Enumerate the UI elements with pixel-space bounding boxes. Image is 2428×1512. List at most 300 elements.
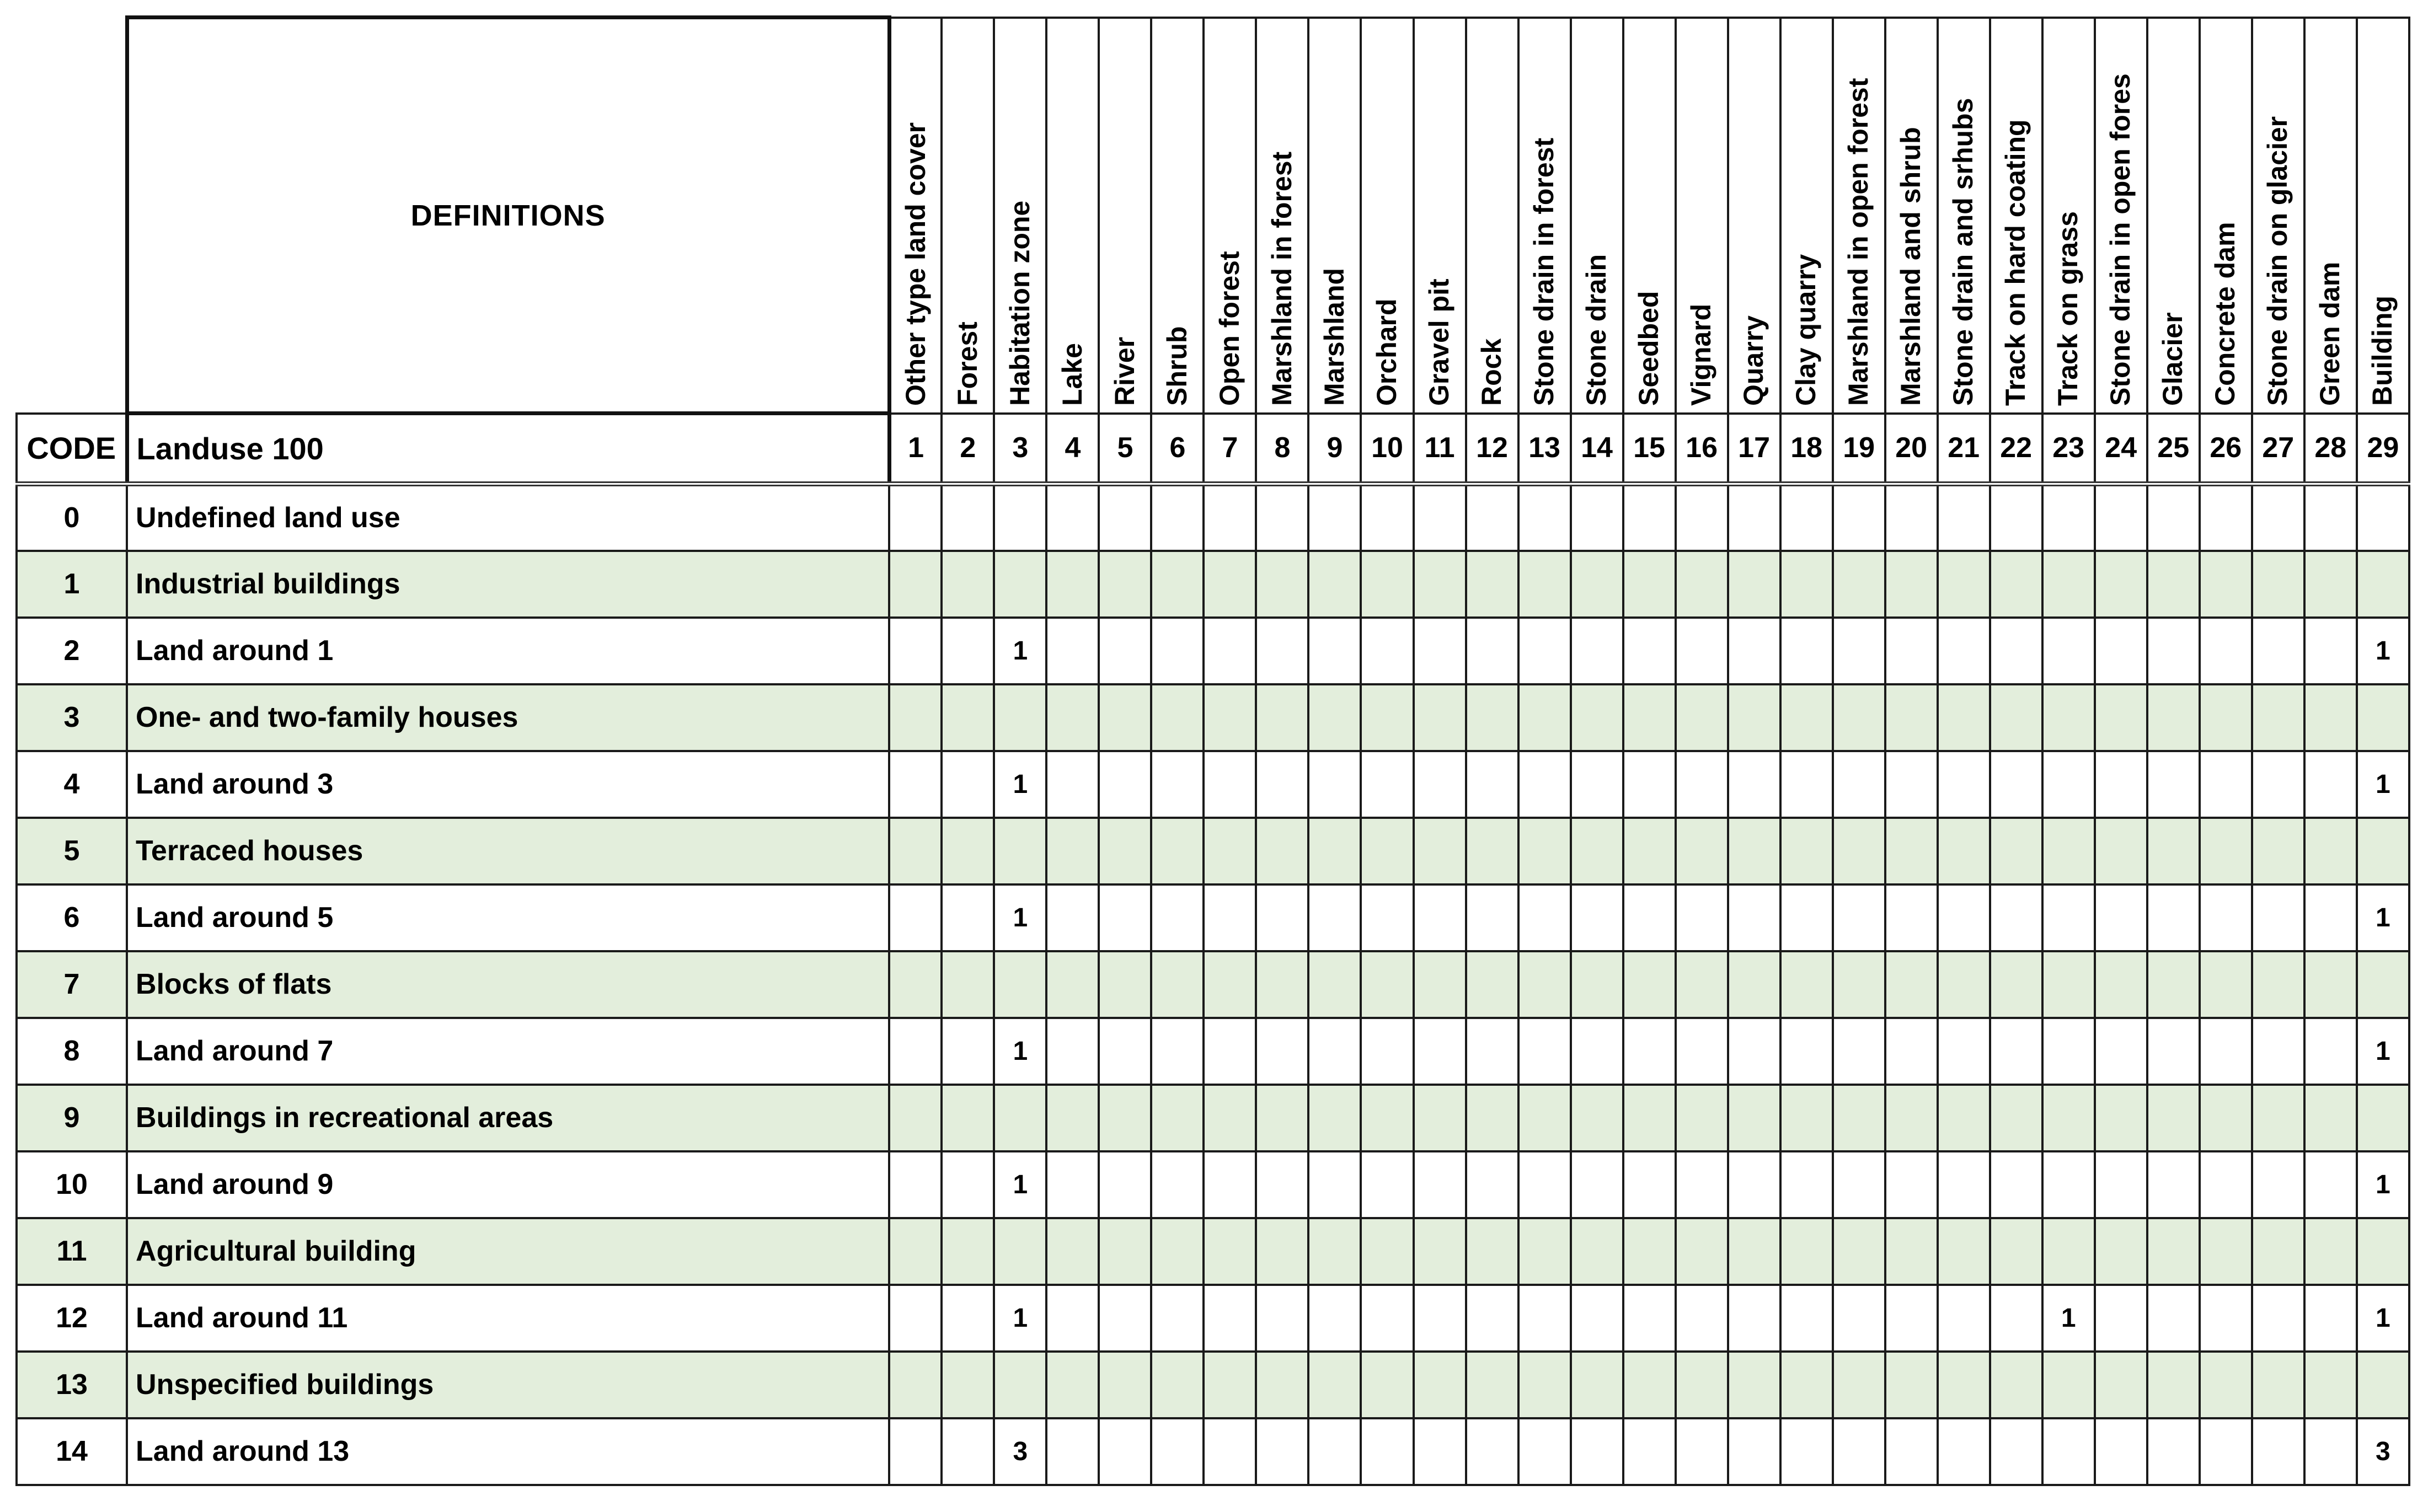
cell-11[interactable]: [1414, 751, 1466, 818]
cell-25[interactable]: [2147, 684, 2200, 751]
cell-26[interactable]: [2200, 551, 2252, 618]
cell-23[interactable]: [2042, 1018, 2095, 1085]
cell-24[interactable]: [2095, 618, 2147, 684]
cell-2[interactable]: [942, 1085, 994, 1151]
cell-20[interactable]: [1885, 1018, 1938, 1085]
cell-28[interactable]: [2304, 484, 2357, 551]
cell-10[interactable]: [1361, 818, 1413, 884]
cell-28[interactable]: [2304, 751, 2357, 818]
cell-14[interactable]: [1571, 751, 1623, 818]
cell-10[interactable]: [1361, 1285, 1413, 1352]
cell-2[interactable]: [942, 1418, 994, 1485]
cell-6[interactable]: [1151, 551, 1204, 618]
cell-19[interactable]: [1833, 551, 1885, 618]
cell-22[interactable]: [1990, 1018, 2042, 1085]
cell-15[interactable]: [1623, 684, 1676, 751]
cell-24[interactable]: [2095, 1352, 2147, 1418]
cell-1[interactable]: [889, 1285, 942, 1352]
cell-10[interactable]: [1361, 1085, 1413, 1151]
cell-11[interactable]: [1414, 484, 1466, 551]
cell-15[interactable]: [1623, 751, 1676, 818]
cell-20[interactable]: [1885, 1285, 1938, 1352]
cell-5[interactable]: [1099, 1151, 1151, 1218]
cell-14[interactable]: [1571, 1218, 1623, 1285]
cell-5[interactable]: [1099, 1285, 1151, 1352]
cell-5[interactable]: [1099, 1352, 1151, 1418]
cell-16[interactable]: [1676, 484, 1728, 551]
cell-10[interactable]: [1361, 684, 1413, 751]
cell-16[interactable]: [1676, 1218, 1728, 1285]
cell-22[interactable]: [1990, 1285, 2042, 1352]
cell-21[interactable]: [1938, 1285, 1990, 1352]
cell-6[interactable]: [1151, 618, 1204, 684]
cell-17[interactable]: [1728, 951, 1780, 1018]
cell-25[interactable]: [2147, 1085, 2200, 1151]
cell-12[interactable]: [1466, 1352, 1518, 1418]
cell-4[interactable]: [1046, 751, 1099, 818]
cell-26[interactable]: [2200, 818, 2252, 884]
cell-24[interactable]: [2095, 1218, 2147, 1285]
cell-23[interactable]: [2042, 818, 2095, 884]
cell-25[interactable]: [2147, 618, 2200, 684]
cell-8[interactable]: [1256, 618, 1308, 684]
cell-21[interactable]: [1938, 1218, 1990, 1285]
cell-28[interactable]: [2304, 1285, 2357, 1352]
cell-1[interactable]: [889, 684, 942, 751]
cell-26[interactable]: [2200, 1151, 2252, 1218]
cell-4[interactable]: [1046, 884, 1099, 951]
cell-18[interactable]: [1780, 684, 1833, 751]
cell-22[interactable]: [1990, 684, 2042, 751]
cell-5[interactable]: [1099, 1085, 1151, 1151]
cell-6[interactable]: [1151, 818, 1204, 884]
cell-1[interactable]: [889, 1218, 942, 1285]
cell-22[interactable]: [1990, 951, 2042, 1018]
cell-28[interactable]: [2304, 1418, 2357, 1485]
cell-16[interactable]: [1676, 751, 1728, 818]
cell-9[interactable]: [1308, 951, 1361, 1018]
cell-12[interactable]: [1466, 1285, 1518, 1352]
cell-26[interactable]: [2200, 1285, 2252, 1352]
cell-21[interactable]: [1938, 1018, 1990, 1085]
cell-26[interactable]: [2200, 884, 2252, 951]
cell-19[interactable]: [1833, 1418, 1885, 1485]
cell-27[interactable]: [2252, 551, 2304, 618]
cell-4[interactable]: [1046, 1352, 1099, 1418]
cell-19[interactable]: [1833, 1018, 1885, 1085]
cell-25[interactable]: [2147, 484, 2200, 551]
cell-4[interactable]: [1046, 551, 1099, 618]
cell-14[interactable]: [1571, 1085, 1623, 1151]
cell-17[interactable]: [1728, 818, 1780, 884]
cell-17[interactable]: [1728, 684, 1780, 751]
cell-16[interactable]: [1676, 1018, 1728, 1085]
cell-9[interactable]: [1308, 1085, 1361, 1151]
cell-4[interactable]: [1046, 1018, 1099, 1085]
cell-29[interactable]: 1: [2357, 884, 2409, 951]
cell-17[interactable]: [1728, 1285, 1780, 1352]
cell-14[interactable]: [1571, 551, 1623, 618]
cell-16[interactable]: [1676, 818, 1728, 884]
cell-9[interactable]: [1308, 1218, 1361, 1285]
cell-8[interactable]: [1256, 751, 1308, 818]
cell-19[interactable]: [1833, 1352, 1885, 1418]
cell-27[interactable]: [2252, 884, 2304, 951]
cell-19[interactable]: [1833, 1085, 1885, 1151]
cell-23[interactable]: [2042, 1085, 2095, 1151]
cell-4[interactable]: [1046, 618, 1099, 684]
cell-15[interactable]: [1623, 1018, 1676, 1085]
cell-15[interactable]: [1623, 1352, 1676, 1418]
cell-18[interactable]: [1780, 1352, 1833, 1418]
cell-27[interactable]: [2252, 1285, 2304, 1352]
cell-13[interactable]: [1518, 618, 1571, 684]
cell-23[interactable]: [2042, 551, 2095, 618]
cell-6[interactable]: [1151, 1151, 1204, 1218]
cell-7[interactable]: [1204, 1018, 1256, 1085]
cell-26[interactable]: [2200, 1352, 2252, 1418]
cell-20[interactable]: [1885, 884, 1938, 951]
cell-16[interactable]: [1676, 1418, 1728, 1485]
cell-19[interactable]: [1833, 951, 1885, 1018]
cell-24[interactable]: [2095, 884, 2147, 951]
cell-1[interactable]: [889, 1018, 942, 1085]
cell-24[interactable]: [2095, 1085, 2147, 1151]
cell-20[interactable]: [1885, 1085, 1938, 1151]
cell-27[interactable]: [2252, 818, 2304, 884]
cell-8[interactable]: [1256, 818, 1308, 884]
cell-24[interactable]: [2095, 1151, 2147, 1218]
cell-8[interactable]: [1256, 1085, 1308, 1151]
cell-7[interactable]: [1204, 618, 1256, 684]
cell-12[interactable]: [1466, 551, 1518, 618]
cell-18[interactable]: [1780, 551, 1833, 618]
cell-3[interactable]: [994, 818, 1046, 884]
cell-7[interactable]: [1204, 1151, 1256, 1218]
cell-13[interactable]: [1518, 1018, 1571, 1085]
cell-26[interactable]: [2200, 1085, 2252, 1151]
cell-18[interactable]: [1780, 1085, 1833, 1151]
cell-13[interactable]: [1518, 951, 1571, 1018]
cell-21[interactable]: [1938, 1352, 1990, 1418]
cell-11[interactable]: [1414, 884, 1466, 951]
cell-5[interactable]: [1099, 551, 1151, 618]
cell-20[interactable]: [1885, 1218, 1938, 1285]
cell-5[interactable]: [1099, 484, 1151, 551]
cell-25[interactable]: [2147, 1018, 2200, 1085]
cell-2[interactable]: [942, 884, 994, 951]
cell-2[interactable]: [942, 484, 994, 551]
cell-3[interactable]: [994, 684, 1046, 751]
cell-24[interactable]: [2095, 484, 2147, 551]
cell-11[interactable]: [1414, 1218, 1466, 1285]
cell-23[interactable]: [2042, 751, 2095, 818]
cell-13[interactable]: [1518, 884, 1571, 951]
cell-2[interactable]: [942, 1352, 994, 1418]
cell-8[interactable]: [1256, 951, 1308, 1018]
cell-21[interactable]: [1938, 1151, 1990, 1218]
cell-27[interactable]: [2252, 951, 2304, 1018]
cell-16[interactable]: [1676, 1352, 1728, 1418]
cell-3[interactable]: 1: [994, 751, 1046, 818]
cell-15[interactable]: [1623, 551, 1676, 618]
cell-2[interactable]: [942, 818, 994, 884]
cell-22[interactable]: [1990, 1151, 2042, 1218]
cell-15[interactable]: [1623, 618, 1676, 684]
cell-29[interactable]: 1: [2357, 1285, 2409, 1352]
cell-13[interactable]: [1518, 818, 1571, 884]
cell-25[interactable]: [2147, 1352, 2200, 1418]
cell-25[interactable]: [2147, 1285, 2200, 1352]
cell-12[interactable]: [1466, 1018, 1518, 1085]
cell-14[interactable]: [1571, 951, 1623, 1018]
cell-27[interactable]: [2252, 1018, 2304, 1085]
cell-16[interactable]: [1676, 951, 1728, 1018]
cell-10[interactable]: [1361, 1418, 1413, 1485]
cell-17[interactable]: [1728, 1418, 1780, 1485]
cell-3[interactable]: [994, 951, 1046, 1018]
cell-14[interactable]: [1571, 1151, 1623, 1218]
cell-29[interactable]: [2357, 551, 2409, 618]
cell-5[interactable]: [1099, 1018, 1151, 1085]
cell-15[interactable]: [1623, 1418, 1676, 1485]
cell-22[interactable]: [1990, 1085, 2042, 1151]
cell-2[interactable]: [942, 951, 994, 1018]
cell-8[interactable]: [1256, 1285, 1308, 1352]
cell-10[interactable]: [1361, 951, 1413, 1018]
cell-29[interactable]: [2357, 1085, 2409, 1151]
cell-15[interactable]: [1623, 1085, 1676, 1151]
cell-12[interactable]: [1466, 1418, 1518, 1485]
cell-14[interactable]: [1571, 1418, 1623, 1485]
cell-18[interactable]: [1780, 884, 1833, 951]
cell-9[interactable]: [1308, 484, 1361, 551]
cell-4[interactable]: [1046, 951, 1099, 1018]
cell-18[interactable]: [1780, 1151, 1833, 1218]
cell-22[interactable]: [1990, 484, 2042, 551]
cell-8[interactable]: [1256, 684, 1308, 751]
cell-21[interactable]: [1938, 484, 1990, 551]
cell-3[interactable]: 1: [994, 884, 1046, 951]
cell-11[interactable]: [1414, 1018, 1466, 1085]
cell-1[interactable]: [889, 1151, 942, 1218]
cell-20[interactable]: [1885, 818, 1938, 884]
cell-25[interactable]: [2147, 1218, 2200, 1285]
cell-26[interactable]: [2200, 484, 2252, 551]
cell-1[interactable]: [889, 1085, 942, 1151]
cell-23[interactable]: [2042, 618, 2095, 684]
cell-21[interactable]: [1938, 751, 1990, 818]
cell-22[interactable]: [1990, 1352, 2042, 1418]
cell-5[interactable]: [1099, 751, 1151, 818]
cell-10[interactable]: [1361, 1018, 1413, 1085]
cell-1[interactable]: [889, 1418, 942, 1485]
cell-7[interactable]: [1204, 1418, 1256, 1485]
cell-16[interactable]: [1676, 1151, 1728, 1218]
cell-22[interactable]: [1990, 1418, 2042, 1485]
cell-29[interactable]: 1: [2357, 1151, 2409, 1218]
cell-3[interactable]: 1: [994, 618, 1046, 684]
cell-3[interactable]: 3: [994, 1418, 1046, 1485]
cell-1[interactable]: [889, 951, 942, 1018]
cell-21[interactable]: [1938, 618, 1990, 684]
cell-18[interactable]: [1780, 951, 1833, 1018]
cell-5[interactable]: [1099, 1218, 1151, 1285]
cell-2[interactable]: [942, 1151, 994, 1218]
cell-10[interactable]: [1361, 884, 1413, 951]
cell-9[interactable]: [1308, 684, 1361, 751]
cell-22[interactable]: [1990, 884, 2042, 951]
cell-17[interactable]: [1728, 1151, 1780, 1218]
cell-18[interactable]: [1780, 1285, 1833, 1352]
cell-18[interactable]: [1780, 484, 1833, 551]
cell-13[interactable]: [1518, 1085, 1571, 1151]
cell-18[interactable]: [1780, 1418, 1833, 1485]
cell-24[interactable]: [2095, 551, 2147, 618]
cell-10[interactable]: [1361, 1218, 1413, 1285]
cell-23[interactable]: 1: [2042, 1285, 2095, 1352]
cell-4[interactable]: [1046, 818, 1099, 884]
cell-16[interactable]: [1676, 1285, 1728, 1352]
cell-24[interactable]: [2095, 951, 2147, 1018]
cell-29[interactable]: 3: [2357, 1418, 2409, 1485]
cell-6[interactable]: [1151, 1218, 1204, 1285]
cell-27[interactable]: [2252, 1151, 2304, 1218]
cell-7[interactable]: [1204, 751, 1256, 818]
cell-9[interactable]: [1308, 1151, 1361, 1218]
cell-9[interactable]: [1308, 618, 1361, 684]
cell-3[interactable]: [994, 551, 1046, 618]
cell-21[interactable]: [1938, 1085, 1990, 1151]
cell-23[interactable]: [2042, 684, 2095, 751]
cell-16[interactable]: [1676, 884, 1728, 951]
cell-15[interactable]: [1623, 884, 1676, 951]
cell-7[interactable]: [1204, 884, 1256, 951]
cell-28[interactable]: [2304, 884, 2357, 951]
cell-11[interactable]: [1414, 818, 1466, 884]
cell-12[interactable]: [1466, 951, 1518, 1018]
cell-12[interactable]: [1466, 818, 1518, 884]
cell-5[interactable]: [1099, 884, 1151, 951]
cell-24[interactable]: [2095, 751, 2147, 818]
cell-6[interactable]: [1151, 484, 1204, 551]
cell-26[interactable]: [2200, 1218, 2252, 1285]
cell-8[interactable]: [1256, 884, 1308, 951]
cell-17[interactable]: [1728, 618, 1780, 684]
cell-29[interactable]: 1: [2357, 1018, 2409, 1085]
cell-1[interactable]: [889, 551, 942, 618]
cell-13[interactable]: [1518, 1418, 1571, 1485]
cell-18[interactable]: [1780, 618, 1833, 684]
cell-28[interactable]: [2304, 951, 2357, 1018]
cell-24[interactable]: [2095, 1018, 2147, 1085]
cell-25[interactable]: [2147, 1151, 2200, 1218]
cell-20[interactable]: [1885, 484, 1938, 551]
cell-29[interactable]: 1: [2357, 618, 2409, 684]
cell-4[interactable]: [1046, 1085, 1099, 1151]
cell-2[interactable]: [942, 1218, 994, 1285]
cell-13[interactable]: [1518, 1151, 1571, 1218]
cell-1[interactable]: [889, 1352, 942, 1418]
cell-15[interactable]: [1623, 484, 1676, 551]
cell-8[interactable]: [1256, 1018, 1308, 1085]
cell-7[interactable]: [1204, 551, 1256, 618]
cell-7[interactable]: [1204, 484, 1256, 551]
cell-20[interactable]: [1885, 1151, 1938, 1218]
cell-28[interactable]: [2304, 551, 2357, 618]
cell-4[interactable]: [1046, 1285, 1099, 1352]
cell-15[interactable]: [1623, 1151, 1676, 1218]
cell-11[interactable]: [1414, 951, 1466, 1018]
cell-11[interactable]: [1414, 551, 1466, 618]
cell-24[interactable]: [2095, 818, 2147, 884]
cell-19[interactable]: [1833, 1151, 1885, 1218]
cell-5[interactable]: [1099, 618, 1151, 684]
cell-23[interactable]: [2042, 484, 2095, 551]
cell-4[interactable]: [1046, 1218, 1099, 1285]
cell-14[interactable]: [1571, 684, 1623, 751]
cell-7[interactable]: [1204, 951, 1256, 1018]
cell-26[interactable]: [2200, 684, 2252, 751]
cell-6[interactable]: [1151, 1018, 1204, 1085]
cell-26[interactable]: [2200, 751, 2252, 818]
cell-21[interactable]: [1938, 884, 1990, 951]
cell-4[interactable]: [1046, 484, 1099, 551]
cell-23[interactable]: [2042, 884, 2095, 951]
cell-27[interactable]: [2252, 618, 2304, 684]
cell-17[interactable]: [1728, 1018, 1780, 1085]
cell-16[interactable]: [1676, 551, 1728, 618]
cell-14[interactable]: [1571, 1285, 1623, 1352]
cell-20[interactable]: [1885, 1418, 1938, 1485]
cell-2[interactable]: [942, 1018, 994, 1085]
cell-6[interactable]: [1151, 1285, 1204, 1352]
cell-9[interactable]: [1308, 1285, 1361, 1352]
cell-19[interactable]: [1833, 1218, 1885, 1285]
cell-13[interactable]: [1518, 684, 1571, 751]
cell-25[interactable]: [2147, 751, 2200, 818]
cell-10[interactable]: [1361, 751, 1413, 818]
cell-24[interactable]: [2095, 1285, 2147, 1352]
cell-3[interactable]: [994, 484, 1046, 551]
cell-19[interactable]: [1833, 618, 1885, 684]
cell-25[interactable]: [2147, 884, 2200, 951]
cell-7[interactable]: [1204, 818, 1256, 884]
cell-14[interactable]: [1571, 818, 1623, 884]
cell-8[interactable]: [1256, 484, 1308, 551]
cell-12[interactable]: [1466, 751, 1518, 818]
cell-12[interactable]: [1466, 1151, 1518, 1218]
cell-6[interactable]: [1151, 751, 1204, 818]
cell-29[interactable]: [2357, 1352, 2409, 1418]
cell-6[interactable]: [1151, 1085, 1204, 1151]
cell-17[interactable]: [1728, 1352, 1780, 1418]
cell-13[interactable]: [1518, 484, 1571, 551]
cell-13[interactable]: [1518, 751, 1571, 818]
cell-21[interactable]: [1938, 818, 1990, 884]
cell-11[interactable]: [1414, 1085, 1466, 1151]
cell-28[interactable]: [2304, 1352, 2357, 1418]
cell-17[interactable]: [1728, 751, 1780, 818]
cell-9[interactable]: [1308, 1418, 1361, 1485]
cell-11[interactable]: [1414, 618, 1466, 684]
cell-15[interactable]: [1623, 818, 1676, 884]
cell-15[interactable]: [1623, 1218, 1676, 1285]
cell-19[interactable]: [1833, 1285, 1885, 1352]
cell-29[interactable]: 1: [2357, 751, 2409, 818]
cell-28[interactable]: [2304, 818, 2357, 884]
cell-17[interactable]: [1728, 484, 1780, 551]
